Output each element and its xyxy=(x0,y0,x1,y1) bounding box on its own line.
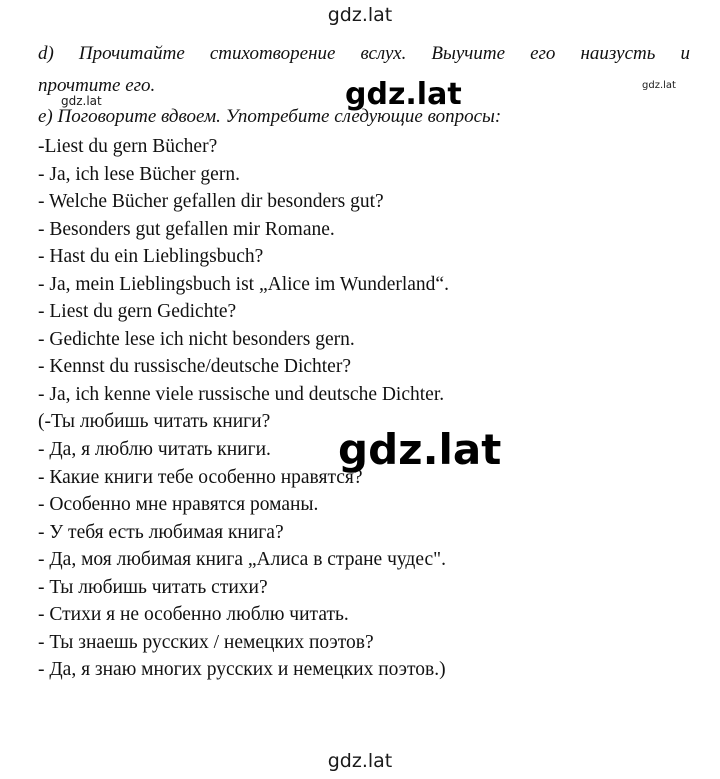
watermark-big: gdz.lat xyxy=(338,425,502,474)
watermark-top: gdz.lat xyxy=(327,4,393,26)
watermark-middle: gdz.lat xyxy=(345,77,462,112)
dialogue-line: - Liest du gern Gedichte? xyxy=(38,301,237,323)
task-d-line2: прочтите его. xyxy=(38,75,156,96)
task-d-word: вслух. xyxy=(360,43,407,64)
task-d-word: Выучите xyxy=(431,43,506,64)
watermark-small-right: gdz.lat xyxy=(642,80,676,91)
dialogue-line: - Ты знаешь русских / немецких поэтов? xyxy=(38,631,374,653)
dialogue-line: - Особенно мне нравятся романы. xyxy=(38,494,319,516)
dialogue-line: - Ja, ich kenne viele russische und deutsche Dichter. xyxy=(38,383,445,405)
task-d-word: Прочитайте xyxy=(78,43,185,64)
task-d-word: его xyxy=(530,43,556,64)
task-d-word: d) xyxy=(38,43,54,64)
task-e-instruction: e) Поговорите вдвоем. Употребите следующие вопросы: xyxy=(38,106,502,127)
dialogue-line: - Gedichte lese ich nicht besonders gern. xyxy=(38,328,355,350)
dialogue-line: -Liest du gern Bücher? xyxy=(38,136,218,157)
dialogue-line: - Ты любишь читать стихи? xyxy=(38,576,268,598)
watermark-small-left: gdz.lat xyxy=(61,94,102,108)
dialogue-line: - Welche Bücher gefallen dir besonders gut? xyxy=(38,191,384,213)
task-d-line1 xyxy=(38,43,690,65)
dialogue-line: - Kennst du russische/deutsche Dichter? xyxy=(38,356,351,378)
dialogue-line: - Да, моя любимая книга „Алиса в стране чудес". xyxy=(38,549,446,571)
dialogue-line: - Hast du ein Lieblingsbuch? xyxy=(38,246,264,268)
task-d-word: стихотворение xyxy=(209,43,336,64)
dialogue-line: - Стихи я не особенно люблю читать. xyxy=(38,604,349,626)
task-d-word: и xyxy=(680,43,690,64)
dialogue-line: - Да, я люблю читать книги. xyxy=(38,439,271,461)
dialogue-line: - Да, я знаю многих русских и немецких поэтов.) xyxy=(38,659,446,681)
dialogue-line: - Besonders gut gefallen mir Romane. xyxy=(38,218,335,240)
task-d-word: наизусть xyxy=(580,43,656,64)
dialogue-line: - Какие книги тебе особенно нравятся? xyxy=(38,466,363,488)
dialogue-list xyxy=(38,133,449,684)
dialogue-line: - У тебя есть любимая книга? xyxy=(38,521,284,543)
dialogue-line: - Ja, mein Lieblingsbuch ist „Alice im Wunderland“. xyxy=(38,273,449,295)
dialogue-line: - Ja, ich lese Bücher gern. xyxy=(38,163,240,185)
dialogue-line: (-Ты любишь читать книги? xyxy=(38,411,271,433)
watermark-bottom: gdz.lat xyxy=(327,750,393,772)
